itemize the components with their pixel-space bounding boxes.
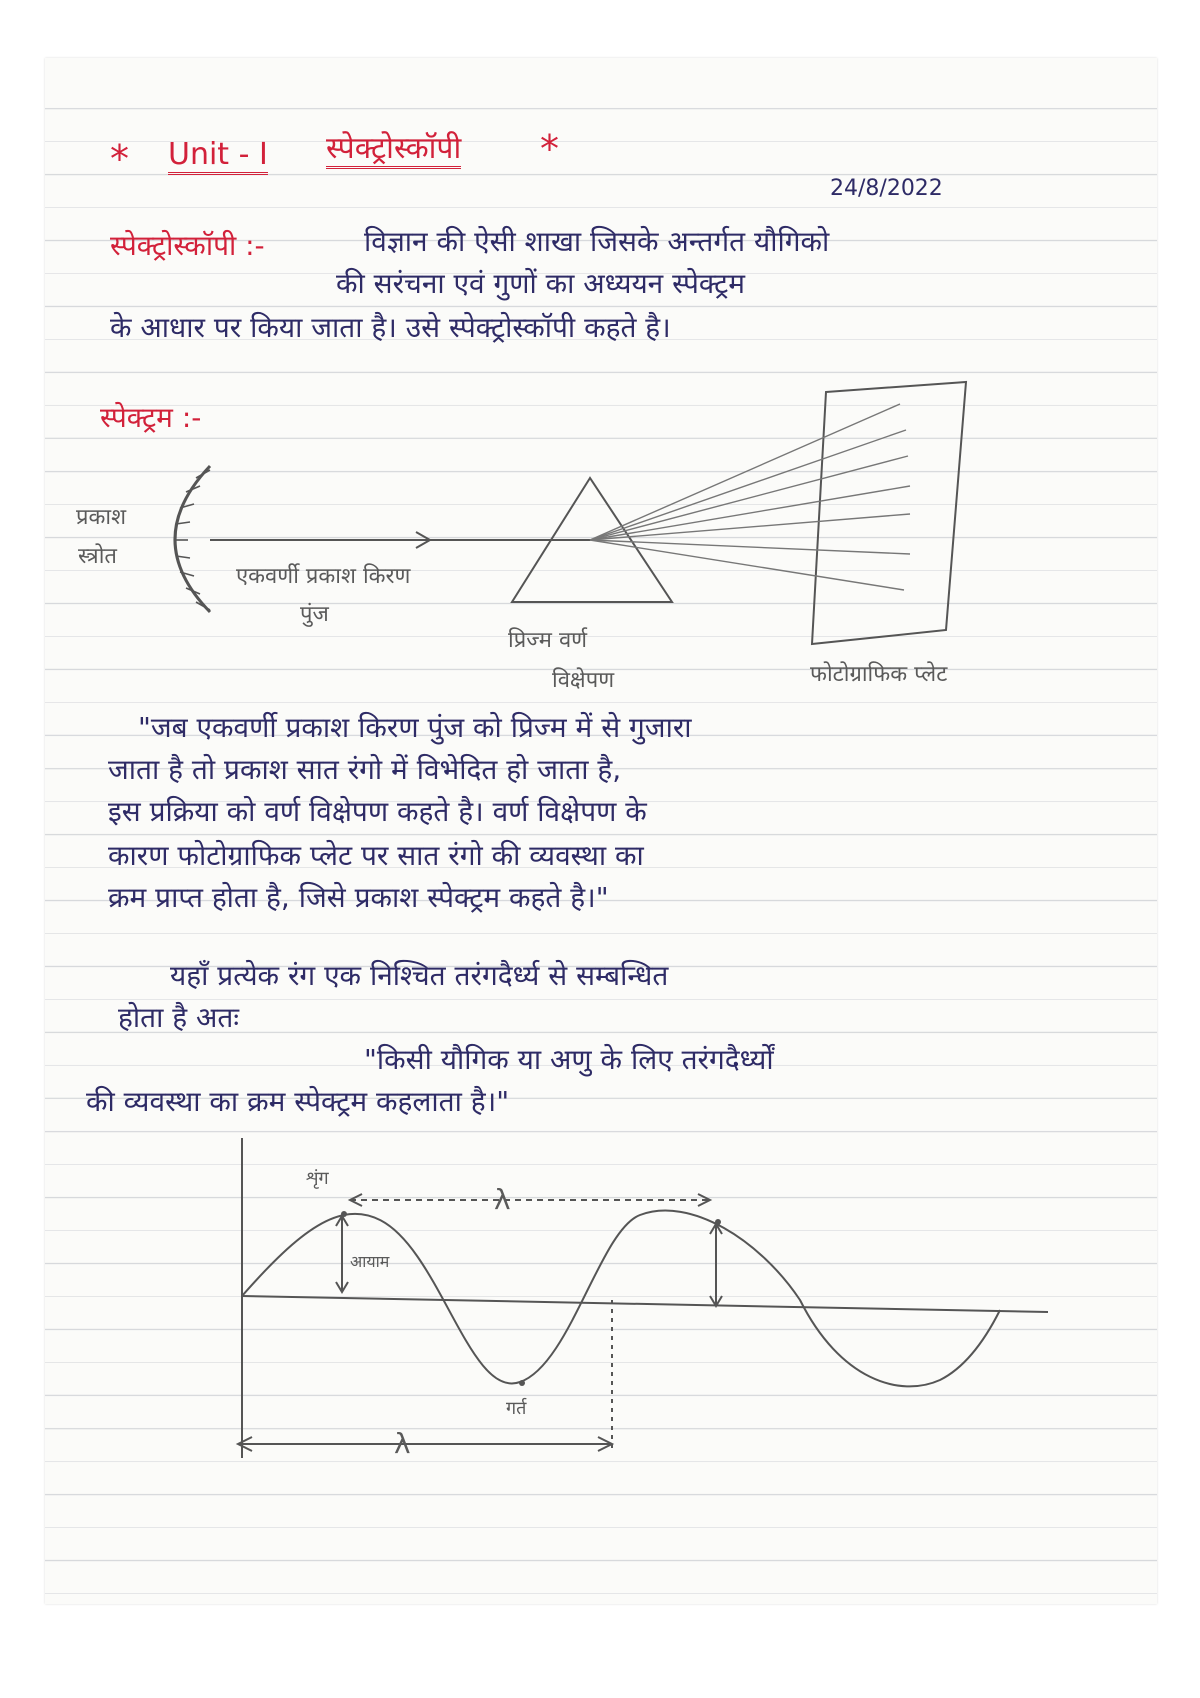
beam-label-2: पुंज	[300, 602, 329, 627]
paragraph2-line-2: होता है अतः	[118, 1001, 240, 1034]
paragraph1-line-2: जाता है तो प्रकाश सात रंगो में विभेदित हो जाता है,	[108, 753, 622, 786]
heading-topic: स्पेक्ट्रोस्कॉपी	[326, 134, 461, 169]
trough-label: गर्त	[506, 1398, 527, 1419]
paragraph1-line-1: "जब एकवर्णी प्रकाश किरण पुंज को प्रिज्म में से गुजारा	[138, 711, 692, 744]
crest-label: शृंग	[306, 1168, 329, 1189]
baseline	[242, 1296, 1048, 1312]
amplitude-label: आयाम	[350, 1252, 390, 1271]
heading-star-right: *	[540, 127, 559, 171]
paragraph1-line-3: इस प्रक्रिया को वर्ण विक्षेपण कहते है। वर्ण विक्षेपण के	[108, 795, 647, 828]
heading-star-left: *	[110, 137, 129, 181]
heading-unit: Unit - I	[168, 140, 268, 175]
source-label-2: स्त्रोत	[78, 544, 117, 569]
definition-line-1: विज्ञान की ऐसी शाखा जिसके अन्तर्गत यौगिको	[364, 225, 830, 258]
wavelength-bottom-label: λ	[394, 1427, 411, 1460]
page-date: 24/8/2022	[830, 176, 943, 201]
paragraph2-line-1: यहाँ प्रत्येक रंग एक निश्चित तरंगदैर्ध्य से सम्बन्धित	[170, 959, 669, 992]
source-label-1: प्रकाश	[76, 505, 127, 530]
paragraph2-line-4: की व्यवस्था का क्रम स्पेक्ट्रम कहलाता है।"	[86, 1085, 510, 1118]
definition-line-3: के आधार पर किया जाता है। उसे स्पेक्ट्रोस्कॉपी कहते है।	[110, 311, 671, 344]
paragraph1-line-5: क्रम प्राप्त होता है, जिसे प्रकाश स्पेक्ट्रम कहते है।"	[108, 881, 609, 914]
beam-label-1: एकवर्णी प्रकाश किरण	[236, 564, 411, 589]
wavelength-top-label: λ	[494, 1183, 511, 1216]
paragraph2-line-3: "किसी यौगिक या अणु के लिए तरंगदैर्ध्यों	[364, 1043, 774, 1076]
spectrum-term: स्पेक्ट्रम :-	[100, 401, 202, 434]
definition-term: स्पेक्ट्रोस्कॉपी :-	[110, 229, 265, 262]
definition-line-2: की सरंचना एवं गुणों का अध्ययन स्पेक्ट्रम	[336, 267, 746, 300]
plate-label: फोटोग्राफिक प्लेट	[810, 662, 948, 687]
paragraph1-line-4: कारण फोटोग्राफिक प्लेट पर सात रंगो की व्यवस्था का	[108, 839, 644, 872]
prism-label-2: विक्षेपण	[552, 668, 615, 693]
prism-label-1: प्रिज्म वर्ण	[508, 628, 588, 653]
